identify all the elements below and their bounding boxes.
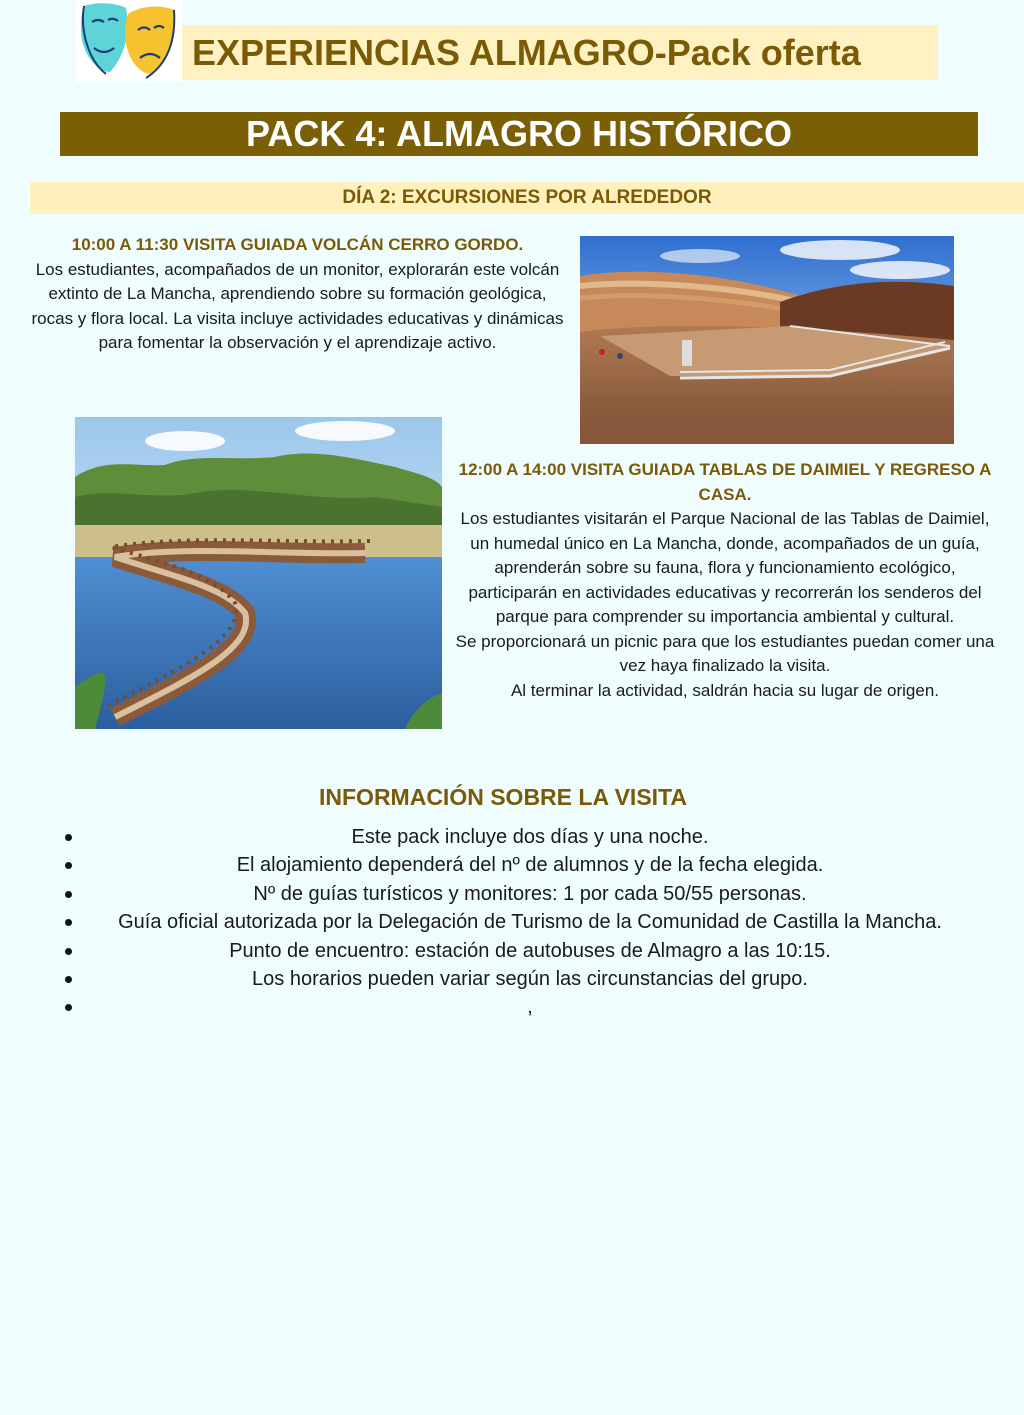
pack-title: PACK 4: ALMAGRO HISTÓRICO <box>246 113 792 154</box>
list-item <box>60 965 1000 993</box>
list-item-text: Guía oficial autorizada por la Delegación de Turismo de la Comunidad de Castilla la Mancha. <box>118 911 942 934</box>
bullet-icon <box>65 862 72 869</box>
activity-picnic-note: Se proporcionará un picnic para que los estudiantes puedan comer una vez haya finalizado la visita. <box>455 631 995 675</box>
bullet-icon <box>65 948 72 955</box>
list-item <box>60 993 1000 1021</box>
activity-heading: 12:00 A 14:00 VISITA GUIADA TABLAS DE DAIMIEL Y REGRESO A CASA. <box>458 460 992 504</box>
list-item <box>60 851 1000 879</box>
theater-masks-logo <box>76 0 182 82</box>
list-item-text: Punto de encuentro: estación de autobuses de Almagro a las 10:15. <box>229 939 831 962</box>
list-item-text: Los horarios pueden variar según las circunstancias del grupo. <box>252 967 808 990</box>
bullet-icon <box>65 891 72 898</box>
day-title: DÍA 2: EXCURSIONES POR ALREDEDOR <box>342 187 712 208</box>
list-item <box>60 880 1000 908</box>
list-item <box>60 908 1000 936</box>
volcano-photo <box>580 236 954 444</box>
bullet-icon <box>65 1004 72 1011</box>
activity-description: Los estudiantes visitarán el Parque Nacional de las Tablas de Daimiel, un humedal único en La Mancha, donde, acompañados de un guía, aprenderán sobre su fauna, flora y funcionamiento ecológico, participarán en actividades educativas y recorrerán los senderos del parque para comprender su importancia ambiental y cultural. <box>460 509 990 626</box>
activity-tablas-daimiel <box>455 458 995 703</box>
info-title: INFORMACIÓN SOBRE LA VISITA <box>319 784 687 810</box>
activity-heading: 10:00 A 11:30 VISITA GUIADA VOLCÁN CERRO GORDO. <box>71 235 524 254</box>
bullet-icon <box>65 834 72 841</box>
list-item-text: El alojamiento dependerá del nº de alumnos y de la fecha elegida. <box>236 854 824 877</box>
list-item-text: , <box>527 996 533 1019</box>
bullet-icon <box>65 919 72 926</box>
list-item <box>60 937 1000 965</box>
activity-description: Los estudiantes, acompañados de un monitor, explorarán este volcán extinto de La Mancha, aprendiendo sobre su formación geológica, rocas y flora local. La visita incluye actividades educativas y dinámicas para fomentar la observación y el aprendizaje activo. <box>31 259 564 352</box>
list-item <box>60 823 1000 851</box>
list-item-text: Nº de guías turísticos y monitores: 1 por cada 50/55 personas. <box>253 882 807 905</box>
tablas-daimiel-photo <box>75 417 442 729</box>
list-item-text: Este pack incluye dos días y una noche. <box>351 826 709 848</box>
bullet-icon <box>65 976 72 983</box>
activity-return-note: Al terminar la actividad, saldrán hacia su lugar de origen. <box>510 680 940 700</box>
info-list <box>60 823 1000 1022</box>
page-title: EXPERIENCIAS ALMAGRO-Pack oferta <box>192 32 861 73</box>
activity-volcano <box>30 233 565 356</box>
